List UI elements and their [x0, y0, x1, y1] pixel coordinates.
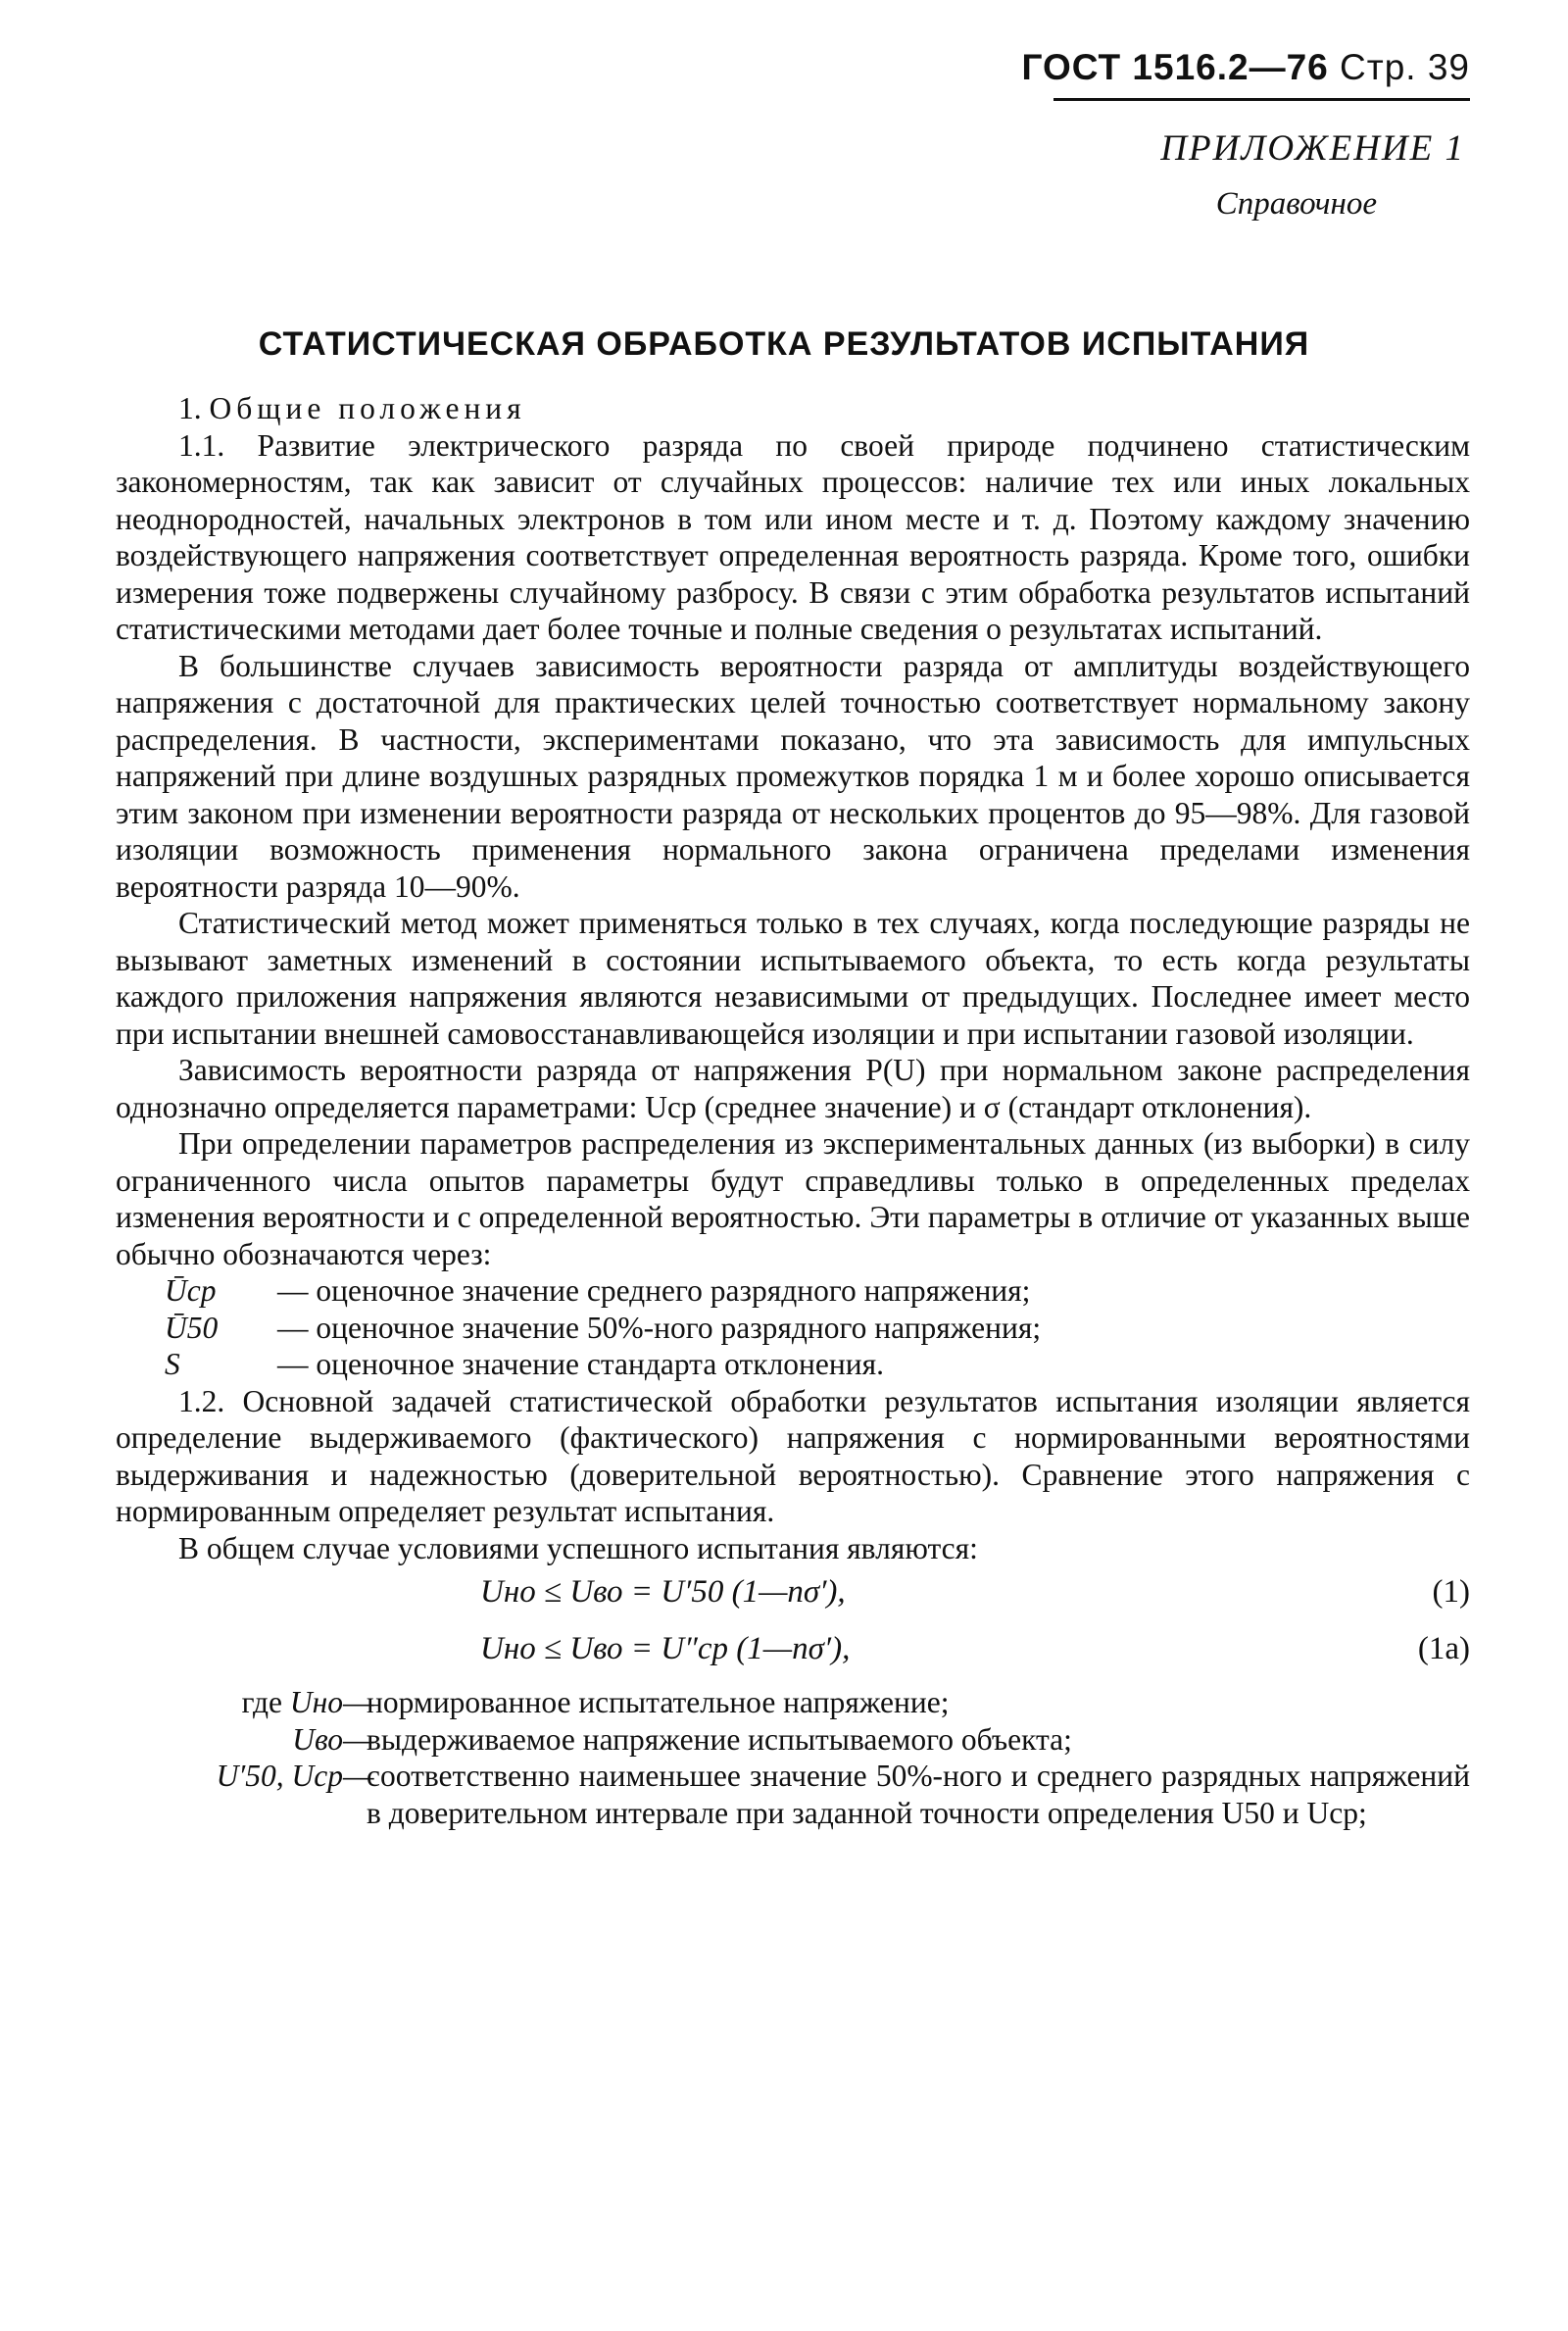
paragraph: В общем случае условиями успешного испытания являются:	[178, 1530, 978, 1565]
paragraph: 1.1. Развитие электрического разряда по своей природе подчинено статистическим закономерностям, так как зависит от случайных процессов: наличие тех или иных локальных неоднородностей, начальных электронов в том или ином месте и т. д. Поэтому каждому значению воздействующего напряжения соответствует определенная вероятность разряда. Кроме того, ошибки измерения тоже подвержены случайному разбросу. В связи с этим обработка результатов испытаний статистическими методами дает более точные и полные сведения о результатах испытаний.	[116, 427, 1470, 646]
em-dash: —	[343, 1685, 374, 1719]
section-number: 1.	[178, 391, 202, 425]
standard-number: ГОСТ 1516.2—76	[1021, 47, 1329, 87]
header-rule	[1054, 98, 1470, 101]
document-body	[116, 390, 1470, 1831]
where-symbol: U′50, Uср	[216, 1759, 343, 1793]
em-dash: —	[343, 1721, 374, 1757]
definition-symbol: S	[165, 1347, 180, 1381]
formula-expression: Uно ≤ Uво = U″ср (1—nσ′),	[480, 1631, 851, 1666]
estimate-definitions	[116, 1272, 1470, 1383]
formula-number: (1а)	[1417, 1631, 1470, 1666]
definition-symbol: Ū50	[165, 1310, 219, 1345]
paragraph: При определении параметров распределения из экспериментальных данных (из выборки) в силу ограниченного числа опытов параметры будут справедливы только в определенных пределах изменения вероятности и с определенной вероятностью. Эти параметры в отличие от указанных выше обычно обозначаются через:	[116, 1126, 1470, 1271]
formula-expression: Uно ≤ Uво = U′50 (1—nσ′),	[480, 1574, 846, 1610]
paragraph: Статистический метод может применяться только в тех случаях, когда последующие разряды не вызывают заметных изменений в состоянии испытываемого объекта, то есть когда результаты каждого приложения напряжения являются независимыми от предыдущих. Последнее имеет место при испытании внешней самовосстанавливающейся изоляции и при испытании газовой изоляции.	[116, 906, 1470, 1051]
formula-1a	[116, 1623, 1470, 1680]
document-title: СТАТИСТИЧЕСКАЯ ОБРАБОТКА РЕЗУЛЬТАТОВ ИСПЫТАНИЯ	[258, 325, 1310, 363]
em-dash: —	[343, 1759, 374, 1793]
where-row	[116, 1758, 1470, 1831]
paragraph: 1.2. Основной задачей статистической обработки результатов испытания изоляции является определение выдерживаемого (фактического) напряжения с нормированными вероятностями выдерживания и надежностью (доверительной вероятностью). Сравнение этого напряжения с нормированным определяет результат испытания.	[116, 1383, 1470, 1528]
definition-text: — оценочное значение 50%-ного разрядного напряжения;	[277, 1310, 1042, 1345]
formula-1	[116, 1566, 1470, 1623]
section-title: Общие положения	[209, 391, 526, 425]
symbol-text: Uно	[289, 1685, 343, 1719]
section-heading	[116, 390, 1470, 427]
where-row	[116, 1721, 1470, 1759]
definition-text: — оценочное значение стандарта отклонения.	[277, 1347, 884, 1381]
where-symbol	[116, 1684, 343, 1721]
where-text: выдерживаемое напряжение испытываемого объекта;	[367, 1721, 1072, 1757]
appendix-kind: Справочное	[1215, 186, 1377, 222]
definition-row	[116, 1310, 1470, 1347]
where-text: нормированное испытательное напряжение;	[367, 1685, 950, 1719]
appendix-label: ПРИЛОЖЕНИЕ 1	[1160, 128, 1465, 169]
where-intro: где	[241, 1685, 282, 1719]
where-text: соответственно наименьшее значение 50%-ного и среднего разрядных напряжений в доверительном интервале при заданной точности определения U50 и Uср;	[367, 1759, 1470, 1830]
definition-text: — оценочное значение среднего разрядного напряжения;	[277, 1273, 1031, 1308]
where-list	[116, 1684, 1470, 1831]
where-symbol: Uво	[292, 1721, 343, 1757]
paragraph: Зависимость вероятности разряда от напряжения P(U) при нормальном законе распределения однозначно определяется параметрами: Uср (среднее значение) и σ (стандарт отклонения).	[116, 1053, 1470, 1124]
page-number: Стр. 39	[1340, 47, 1470, 87]
definition-symbol: Ūср	[165, 1273, 217, 1308]
definition-row	[116, 1346, 1470, 1383]
paragraph: В большинстве случаев зависимость вероятности разряда от амплитуды воздействующего напряжения с достаточной для практических целей точностью соответствует нормальному закону распределения. В частности, экспериментами показано, что эта зависимость для импульсных напряжений при длине воздушных разрядных промежутков порядка 1 м и более хорошо описывается этим законом при изменении вероятности разряда от нескольких процентов до 95—98%. Для газовой изоляции возможность применения нормального закона ограничена пределами изменения вероятности разряда 10—90%.	[116, 648, 1470, 904]
formula-number: (1)	[1432, 1574, 1470, 1610]
page-header	[1021, 47, 1470, 88]
definition-row	[116, 1272, 1470, 1310]
where-row	[116, 1684, 1470, 1721]
